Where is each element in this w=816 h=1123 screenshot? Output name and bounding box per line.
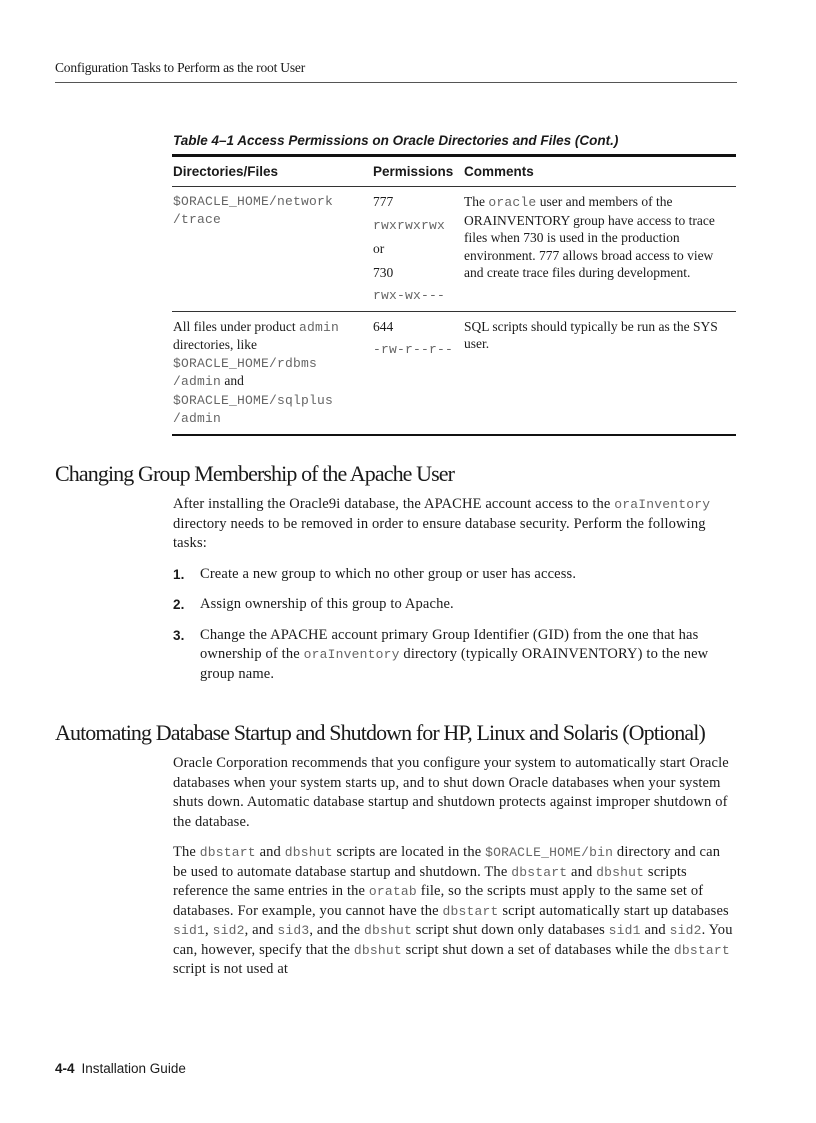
- body-text: ,: [205, 922, 213, 938]
- paragraph: Oracle Corporation recommends that you configure your system to automatically start Oracle databases when your system starts up, and to shut down Oracle databases when your system shuts down. Automatic database startup and shutdown protects against improper shutdown of the database.: [173, 755, 729, 830]
- body-text: . You can, however, specify that the: [173, 922, 733, 958]
- inline-code: sid1: [608, 923, 641, 938]
- table-caption: Table 4–1 Access Permissions on Oracle Directories and Files (Cont.): [173, 133, 619, 148]
- cell-directory: [172, 312, 373, 434]
- section-apache-body: [173, 495, 737, 695]
- body-text: script shut down a set of databases while the: [401, 941, 674, 958]
- body-text: directory and can be used to automate database startup and shutdown. The: [173, 844, 721, 880]
- inline-code: dbshut: [363, 923, 412, 938]
- body-text: , and: [244, 922, 278, 938]
- inline-code: sid3: [277, 923, 310, 938]
- inline-code: dbstart: [199, 845, 256, 860]
- header-rule: [55, 82, 737, 83]
- body-text: file, so the scripts must apply to the same set of databases. For example, you cannot have the: [173, 883, 704, 919]
- section-heading-apache: Changing Group Membership of the Apache User: [55, 461, 455, 486]
- table-bottom-rule: [172, 434, 736, 436]
- inline-code: $ORACLE_HOME/bin: [485, 845, 614, 860]
- step-text: Create a new group to which no other group or user has access.: [200, 565, 577, 582]
- body-text: script shut down only databases: [412, 922, 609, 938]
- table-header-row: [172, 157, 736, 186]
- cell-comment: [464, 187, 734, 311]
- body-text: After installing the Oracle9i database, the APACHE account access to the: [173, 496, 615, 512]
- cell-comment: SQL scripts should typically be run as the SYS user.: [464, 318, 718, 351]
- permissions-table: [172, 154, 736, 436]
- perm-symbolic: -rw-r--r--: [373, 342, 454, 357]
- inline-code: /admin: [173, 374, 222, 389]
- intro-paragraph: [173, 495, 737, 554]
- perm-or: or: [373, 241, 385, 256]
- cell-permissions: [373, 312, 464, 434]
- table-row: [172, 312, 736, 434]
- cell-permissions: [373, 187, 464, 311]
- body-text: and: [255, 844, 285, 860]
- inline-code: dbshut: [284, 845, 333, 860]
- list-item: [173, 626, 737, 685]
- step-text-part: Change the APACHE account primary Group Identifier (GID) from the one that has ownership of the: [200, 626, 699, 662]
- dir-text: directories, like: [173, 337, 257, 352]
- col-header-comments: Comments: [464, 164, 534, 179]
- inline-code: sid1: [173, 923, 206, 938]
- list-item: [173, 595, 737, 615]
- inline-code: dbshut: [353, 942, 402, 958]
- inline-code: oraInventory: [614, 497, 711, 512]
- page-footer: [55, 1061, 186, 1076]
- step-text: [200, 626, 737, 685]
- list-item: [173, 565, 737, 585]
- perm-octal: 644: [373, 318, 394, 334]
- step-number: 3.: [173, 627, 185, 643]
- inline-code: oraInventory: [303, 647, 400, 662]
- running-header: Configuration Tasks to Perform as the root User: [55, 60, 305, 75]
- comment-text: user and members of the ORAINVENTORY group have access to trace files when 730 is used in the production environment. 777 allows broad access to view and create trace files during development.: [464, 194, 715, 280]
- col-header-permissions: Permissions: [373, 164, 454, 179]
- col-header-directories: Directories/Files: [173, 164, 279, 179]
- step-text: Assign ownership of this group to Apache.: [200, 596, 454, 612]
- inline-code: $ORACLE_HOME/sqlplus: [173, 392, 334, 408]
- body-text: scripts reference the same entries in the: [173, 863, 687, 899]
- inline-code: $ORACLE_HOME/rdbms: [173, 355, 318, 371]
- body-text: script automatically start up databases: [498, 902, 729, 919]
- body-text: , and the: [309, 922, 364, 938]
- book-title: Installation Guide: [81, 1061, 186, 1076]
- body-text: directory needs to be removed in order to ensure database security. Perform the following tasks:: [173, 515, 706, 551]
- inline-code: dbstart: [511, 864, 568, 880]
- table-row: [172, 187, 736, 311]
- section-heading-startup: Automating Database Startup and Shutdown for HP, Linux and Solaris (Optional): [55, 720, 705, 745]
- step-number: 1.: [173, 566, 185, 582]
- inline-code: dbshut: [596, 864, 645, 880]
- perm-symbolic: rwxrwxrwx: [373, 217, 446, 233]
- comment-text: The: [464, 194, 489, 209]
- perm-octal: 730: [373, 264, 394, 280]
- body-text: The: [173, 844, 200, 860]
- step-text-part: directory (typically ORAINVENTORY) to the new group name.: [200, 646, 709, 682]
- inline-code: oracle: [488, 195, 537, 210]
- inline-code: oratab: [368, 884, 417, 899]
- paragraph: [173, 843, 737, 980]
- cell-directory: [172, 187, 373, 311]
- dir-path: /trace: [173, 211, 222, 227]
- dir-path: $ORACLE_HOME/network: [173, 194, 334, 209]
- body-text: and: [567, 863, 597, 880]
- perm-symbolic: rwx-wx---: [373, 288, 446, 303]
- inline-code: sid2: [669, 923, 702, 938]
- body-text: and: [640, 922, 670, 938]
- inline-code: dbstart: [442, 903, 499, 919]
- inline-code: admin: [298, 319, 339, 335]
- inline-code: dbstart: [673, 942, 730, 958]
- step-number: 2.: [173, 597, 185, 612]
- dir-text: and: [221, 373, 244, 388]
- body-text: script is not used at: [173, 961, 289, 977]
- inline-code: /admin: [173, 411, 222, 426]
- dir-text: All files under product: [173, 318, 299, 334]
- page-number: 4-4: [55, 1061, 75, 1076]
- inline-code: sid2: [212, 923, 245, 938]
- body-text: scripts are located in the: [332, 844, 486, 860]
- section-startup-body: [173, 754, 737, 991]
- perm-octal: 777: [373, 194, 394, 209]
